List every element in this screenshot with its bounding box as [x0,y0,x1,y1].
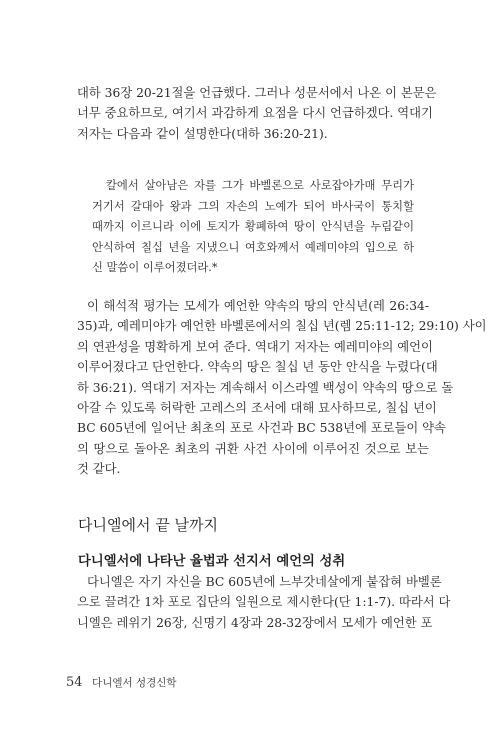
sub-heading: 다니엘서에 나타난 율법과 선지서 예언의 성취 [78,554,346,569]
quote-line: 칼에서 살아남은 자를 그가 바벨론으로 사로잡아가매 무리가 [106,179,414,192]
quote-line: 때까지 이르니라 이에 토지가 황폐하여 땅이 안식년을 누림같이 [92,220,414,233]
page-footer [66,675,177,690]
text-line: 의 연관성을 명확하게 보여 준다. 역대기 저자는 예레미야의 예언이 [77,339,433,354]
text-line: 의 땅으로 돌아온 최초의 귀환 사건 사이에 이루어진 것으로 보는 [77,441,429,456]
quote-line: 거기서 갈대아 왕과 그의 자손의 노예가 되어 바사국이 통치할 [92,199,414,213]
text-line: 니엘은 레위기 26장, 신명기 4장과 28-32장에서 모세가 예언한 포 [77,615,433,630]
paragraph-daniel [77,572,451,633]
quote-line: 신 말씀이 이루어졌더라.* [92,261,218,274]
text-line: 아갈 수 있도록 허락한 고레스의 조서에 대해 묘사하므로, 칠십 년이 [77,401,437,416]
quote-line: 안식하여 칠십 년을 지냈으니 여호와께서 예레미야의 입으로 하 [92,240,414,254]
text-line: 이 해석적 평가는 모세가 예언한 약속의 땅의 안식년(레 26:34- [87,299,429,313]
block-quote [92,176,414,279]
section-heading: 다니엘에서 끝 날까지 [78,516,218,534]
text-line: 저자는 다음과 같이 설명한다(대하 36:20-21). [77,126,328,141]
page-number: 54 [66,675,83,690]
text-line: BC 605년에 일어난 최초의 포로 사건과 BC 538년에 포로들이 약속 [77,421,446,436]
paragraph-intro [77,83,437,144]
text-line: 것 같다. [77,462,121,477]
text-line: 하 36:21). 역대기 저자는 계속해서 이스라엘 백성이 약속의 땅으로 돌 [77,380,454,395]
running-title: 다니엘서 성경신학 [92,677,177,689]
text-line: 이루어졌다고 단언한다. 약속의 땅은 칠십 년 동안 안식을 누렸다(대 [77,360,438,375]
text-line: 35)과, 예레미야가 예언한 바벨론에서의 칠십 년(렘 25:11-12; 29:10) 사이 [77,319,487,334]
paragraph-analysis [77,296,487,480]
text-line: 으로 끌려간 1차 포로 집단의 일원으로 제시한다(단 1:1-7). 따라서 다 [77,595,451,610]
text-line: 너무 중요하므로, 여기서 과감하게 요점을 다시 언급하겠다. 역대기 [77,106,433,121]
text-line: 대하 36장 20-21절을 언급했다. 그러나 성문서에서 나온 이 본문은 [77,86,437,100]
text-line: 다니엘은 자기 자신을 BC 605년에 느부갓네살에게 붙잡혀 바벨론 [87,575,442,589]
